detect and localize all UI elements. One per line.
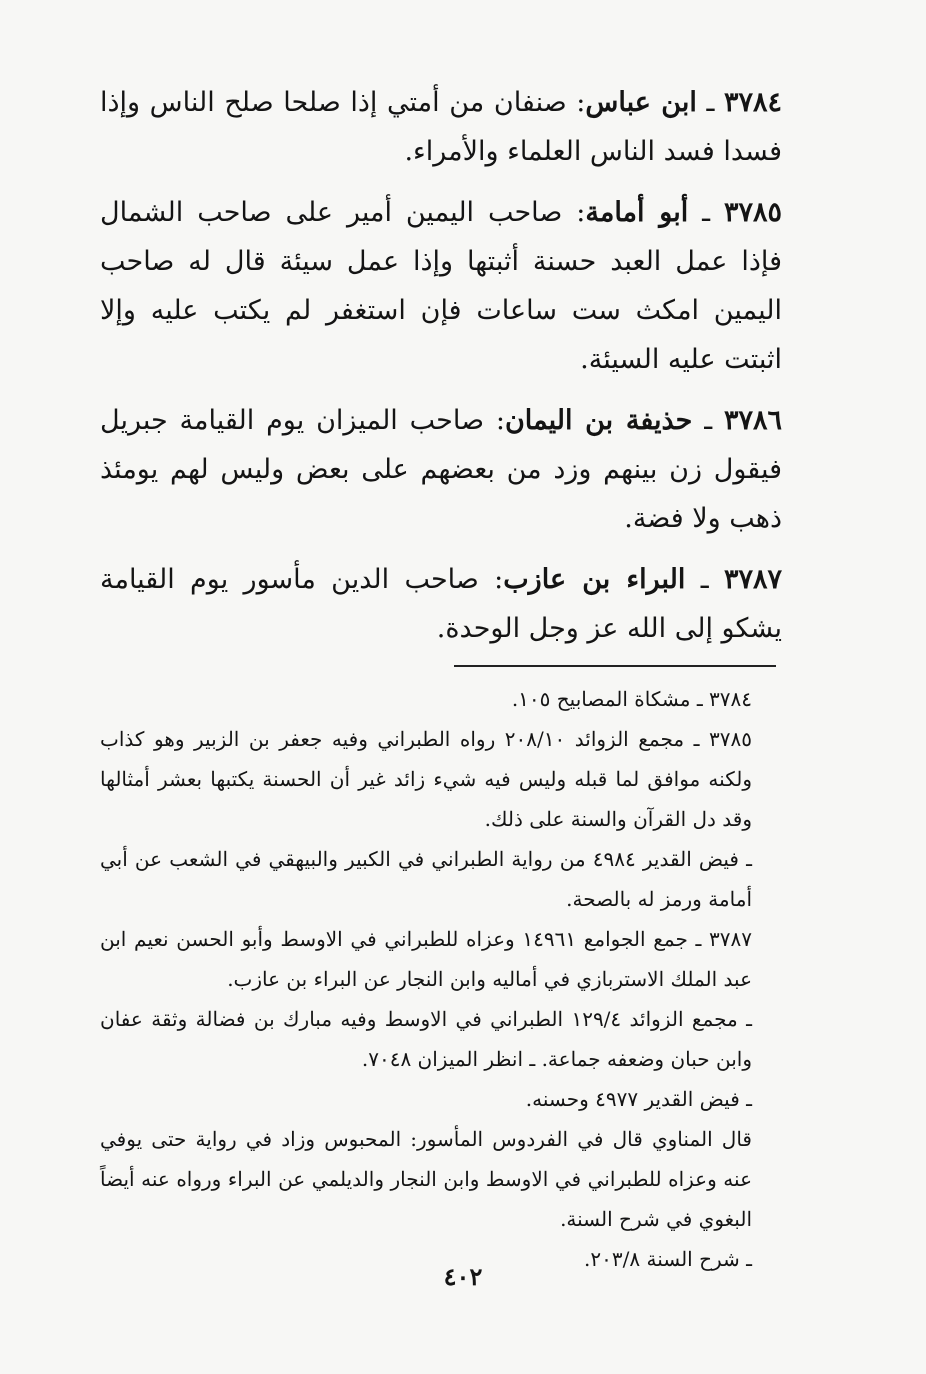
footnote: ـ فيض القدير ٤٩٨٤ من رواية الطبراني في الكبير والبيهقي في الشعب عن أبي أمامة ورمز له بالصحة. xyxy=(100,847,752,911)
colon: : xyxy=(566,87,586,118)
hadith-text: صاحب اليمين أمير على صاحب الشمال فإذا عمل العبد حسنة أثبتها وإذا عمل سيئة قال له صاحب اليمين امكث ست ساعات فإن استغفر لم يكتب عليه وإلا اثبتت عليه السيئة. xyxy=(100,197,782,375)
separator: ـ xyxy=(685,564,709,595)
footnote: قال المناوي قال في الفردوس المأسور: المحبوس وزاد في رواية حتى يوفي عنه وعزاه للطبراني في الاوسط وابن النجار والديلمي عن البراء ورواه عنه أيضاً البغوي في شرح السنة. xyxy=(100,1127,752,1231)
hadith-number: ٣٧٨٥ xyxy=(724,197,783,228)
separator: ـ xyxy=(688,197,711,228)
footnote: ـ فيض القدير ٤٩٧٧ وحسنه. xyxy=(525,1087,752,1111)
colon: : xyxy=(562,197,586,228)
page-number: ٤٠٢ xyxy=(443,1262,483,1291)
hadith-entry xyxy=(100,188,782,384)
hadith-narrator: ابن عباس xyxy=(585,87,697,118)
hadith-number: ٣٧٨٦ xyxy=(723,405,782,436)
hadith-entry xyxy=(100,555,782,653)
footnote: ٣٧٨٥ ـ مجمع الزوائد ٢٠٨/١٠ رواه الطبراني وفيه جعفر بن الزبير وهو كذاب ولكنه موافق لما قبله وليس فيه شيء زائد غير أن الحسنة يكتبها بعشر أمثالها وقد دل القرآن والسنة على ذلك. xyxy=(100,727,752,831)
hadith-number: ٣٧٨٧ xyxy=(723,564,782,595)
hadith-text: صاحب الميزان يوم القيامة جبريل فيقول زن بينهم وزد من بعضهم على بعض وليس لهم يومئذ ذهب ولا فضة. xyxy=(100,405,782,534)
footnote: ٣٧٨٤ ـ مشكاة المصابيح ١٠٥. xyxy=(511,687,752,711)
footnote: ٣٧٨٧ ـ جمع الجوامع ١٤٩٦١ وعزاه للطبراني في الاوسط وأبو الحسن نعيم ابن عبد الملك الاستربازي في أماليه وابن النجار عن البراء بن عازب. xyxy=(100,927,752,991)
hadith-narrator: أبو أمامة xyxy=(585,197,689,228)
separator: ـ xyxy=(692,405,713,436)
hadith-narrator: حذيفة بن اليمان xyxy=(504,405,693,436)
footnote-divider xyxy=(454,665,776,667)
hadith-number: ٣٧٨٤ xyxy=(724,87,783,118)
page-body xyxy=(100,78,782,1279)
footnote-divider-wrap xyxy=(100,665,782,667)
separator: ـ xyxy=(696,87,715,118)
colon: : xyxy=(478,564,504,595)
hadith-entry xyxy=(100,78,782,176)
hadith-text: صاحب الدين مأسور يوم القيامة يشكو إلى الله عز وجل الوحدة. xyxy=(100,564,782,644)
footnotes xyxy=(100,679,782,1279)
colon: : xyxy=(484,405,505,436)
hadith-entry xyxy=(100,396,782,543)
hadith-text: صنفان من أمتي إذا صلحا صلح الناس وإذا فسدا فسد الناس العلماء والأمراء. xyxy=(100,87,782,167)
hadith-narrator: البراء بن عازب xyxy=(503,564,686,595)
footnote: ـ مجمع الزوائد ١٢٩/٤ الطبراني في الاوسط وفيه مبارك بن فضالة وثقة عفان وابن حبان وضعفه جماعة. ـ انظر الميزان ٧٠٤٨. xyxy=(100,1007,752,1071)
footnote: ـ شرح السنة ٢٠٣/٨. xyxy=(584,1247,752,1271)
